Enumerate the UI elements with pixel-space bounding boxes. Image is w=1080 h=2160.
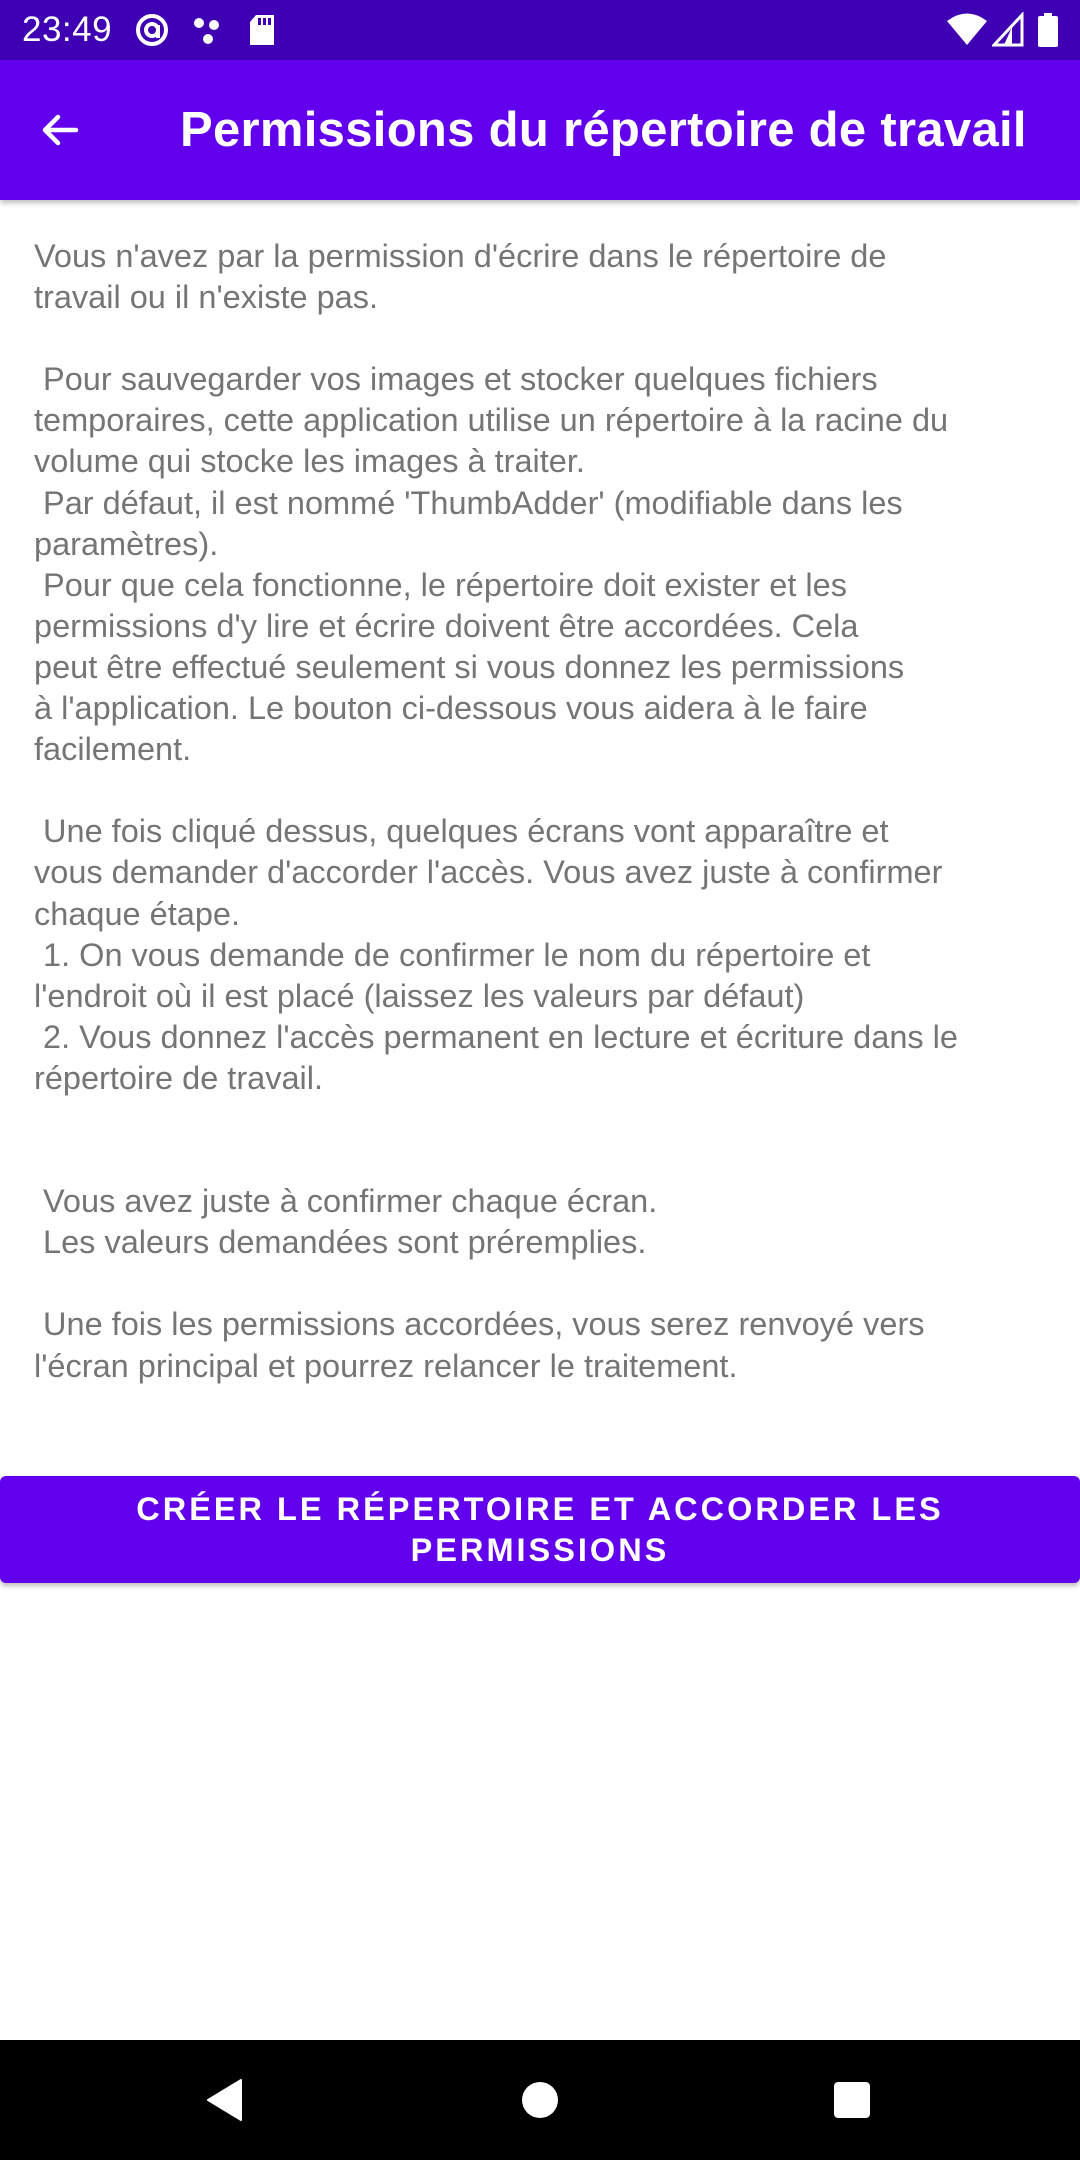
recents-square-icon — [832, 2080, 872, 2120]
nav-recents-button[interactable] — [812, 2060, 892, 2140]
status-time: 23:49 — [22, 10, 113, 49]
page-title: Permissions du répertoire de travail — [180, 103, 1027, 157]
nav-home-button[interactable] — [500, 2060, 580, 2140]
create-directory-grant-permissions-button[interactable] — [0, 1476, 1080, 1583]
action-button-label: CRÉER LE RÉPERTOIRE ET ACCORDER LES PERMISSIONS — [136, 1490, 944, 1568]
status-bar — [0, 0, 1080, 60]
battery-icon — [1036, 12, 1060, 48]
back-triangle-icon — [205, 2078, 245, 2122]
wifi-icon — [946, 12, 988, 48]
app-bar — [0, 60, 1080, 200]
nav-back-button[interactable] — [185, 2060, 265, 2140]
content-area — [34, 236, 1054, 1387]
home-circle-icon — [520, 2080, 560, 2120]
signal-icon — [992, 12, 1024, 48]
at-sign-icon — [134, 12, 170, 48]
dots-icon — [190, 12, 226, 48]
sd-card-icon — [246, 12, 278, 48]
permission-message: Vous n'avez par la permission d'écrire dans le répertoire de travail ou il n'existe pas. Pour sauvegarder vos images et stocker quelques fichiers temporaires, cette application utilise un répertoire à la racine du volume qui stocke les images à traiter. Par défaut, il est nommé 'ThumbAdder' (modifiable dans les paramètres). Pour que cela fonctionne, le répertoire doit exister et les permissions d'y lire et écrire doivent être accordées. Cela peut être effectué seulement si vous donnez les permissions à l'application. Le bouton ci-dessous vous aidera à le faire facilement. Une fois cliqué dessus, quelques écrans vont apparaître et vous demander d'accorder l'accès. Vous avez juste à confirmer chaque étape. 1. On vous demande de confirmer le nom du répertoire et l'endroit où il est placé (laissez les valeurs par défaut) 2. Vous donnez l'accès permanent en lecture et écriture dans le répertoire de travail. Vous avez juste à confirmer chaque écran. Les valeurs demandées sont préremplies. Une fois les permissions accordées, vous serez renvoyé vers l'écran principal et pourrez relancer le traitement. — [34, 238, 958, 1384]
arrow-back-icon — [38, 108, 82, 152]
navigation-bar — [0, 2040, 1080, 2160]
back-button[interactable] — [30, 100, 90, 160]
